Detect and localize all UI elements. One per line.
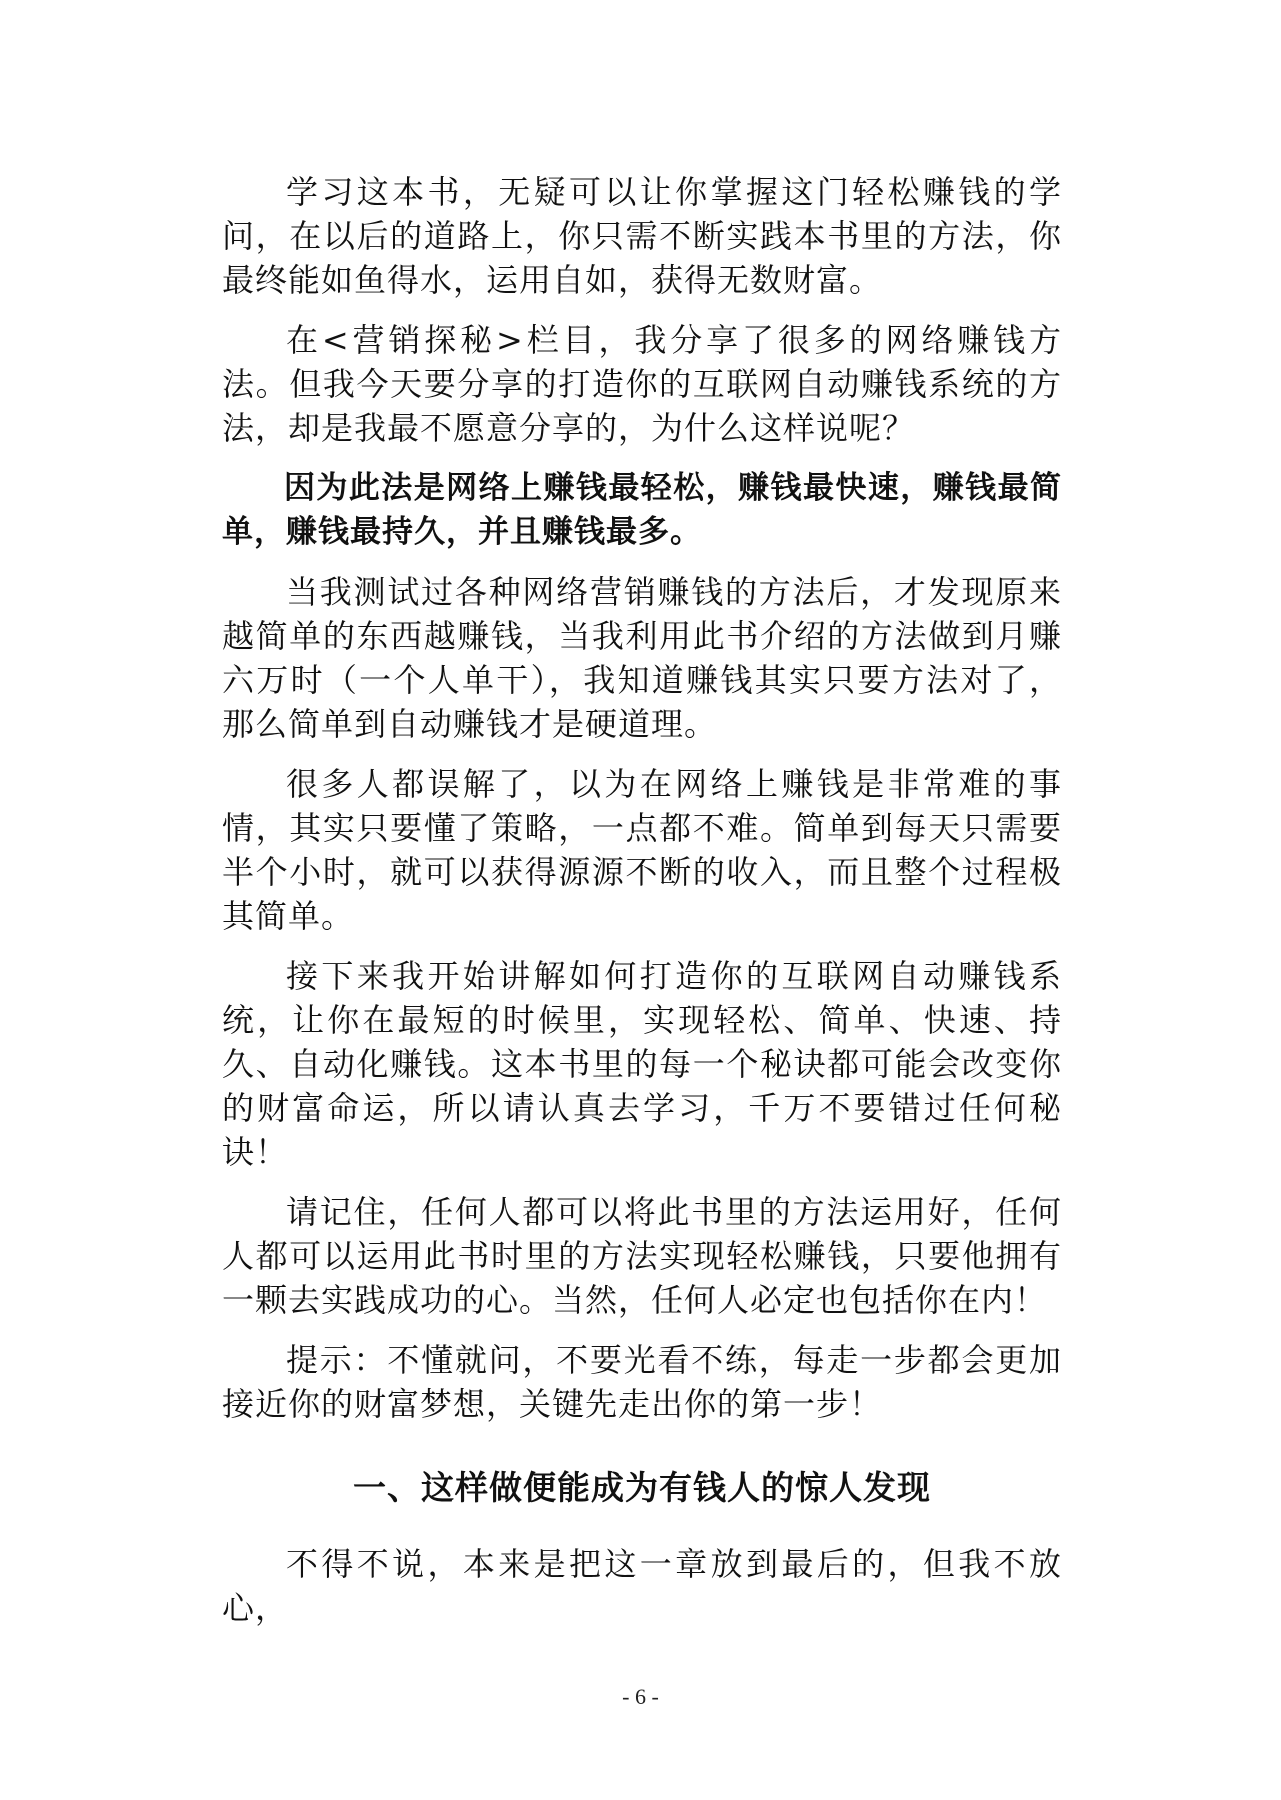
- paragraph-5: 很多人都误解了，以为在网络上赚钱是非常难的事情，其实只要懂了策略，一点都不难。简单到每天只需要半个小时，就可以获得源源不断的收入，而且整个过程极其简单。: [222, 765, 1062, 935]
- paragraph-7: 请记住，任何人都可以将此书里的方法运用好，任何人都可以运用此书时里的方法实现轻松赚钱，只要他拥有一颗去实践成功的心。当然，任何人必定也包括你在内！: [222, 1193, 1062, 1319]
- closing-paragraph: 不得不说，本来是把这一章放到最后的，但我不放心，: [222, 1545, 1062, 1627]
- page-body: [222, 170, 1062, 1646]
- paragraph-1: 学习这本书，无疑可以让你掌握这门轻松赚钱的学问，在以后的道路上，你只需不断实践本书里的方法，你最终能如鱼得水，运用自如，获得无数财富。: [222, 173, 1062, 299]
- paragraph-6: 接下来我开始讲解如何打造你的互联网自动赚钱系统，让你在最短的时候里，实现轻松、简单、快速、持久、自动化赚钱。这本书里的每一个秘诀都可能会改变你的财富命运，所以请认真去学习，千万不要错过任何秘诀！: [222, 957, 1062, 1171]
- paragraph-8: 提示：不懂就问，不要光看不练，每走一步都会更加接近你的财富梦想，关键先走出你的第一步！: [222, 1341, 1062, 1423]
- paragraph-2: 在<营销探秘>栏目，我分享了很多的网络赚钱方法。但我今天要分享的打造你的互联网自动赚钱系统的方法，却是我最不愿意分享的，为什么这样说呢？: [222, 321, 1062, 447]
- paragraph-4: 当我测试过各种网络营销赚钱的方法后，才发现原来越简单的东西越赚钱，当我利用此书介绍的方法做到月赚六万时（一个人单干），我知道赚钱其实只要方法对了，那么简单到自动赚钱才是硬道理。: [222, 573, 1062, 743]
- paragraph-3-bold: 因为此法是网络上赚钱最轻松，赚钱最快速，赚钱最简单，赚钱最持久，并且赚钱最多。: [222, 470, 1062, 550]
- page-number: - 6 -: [622, 1684, 659, 1709]
- section-heading: 一、这样做便能成为有钱人的惊人发现: [353, 1468, 931, 1507]
